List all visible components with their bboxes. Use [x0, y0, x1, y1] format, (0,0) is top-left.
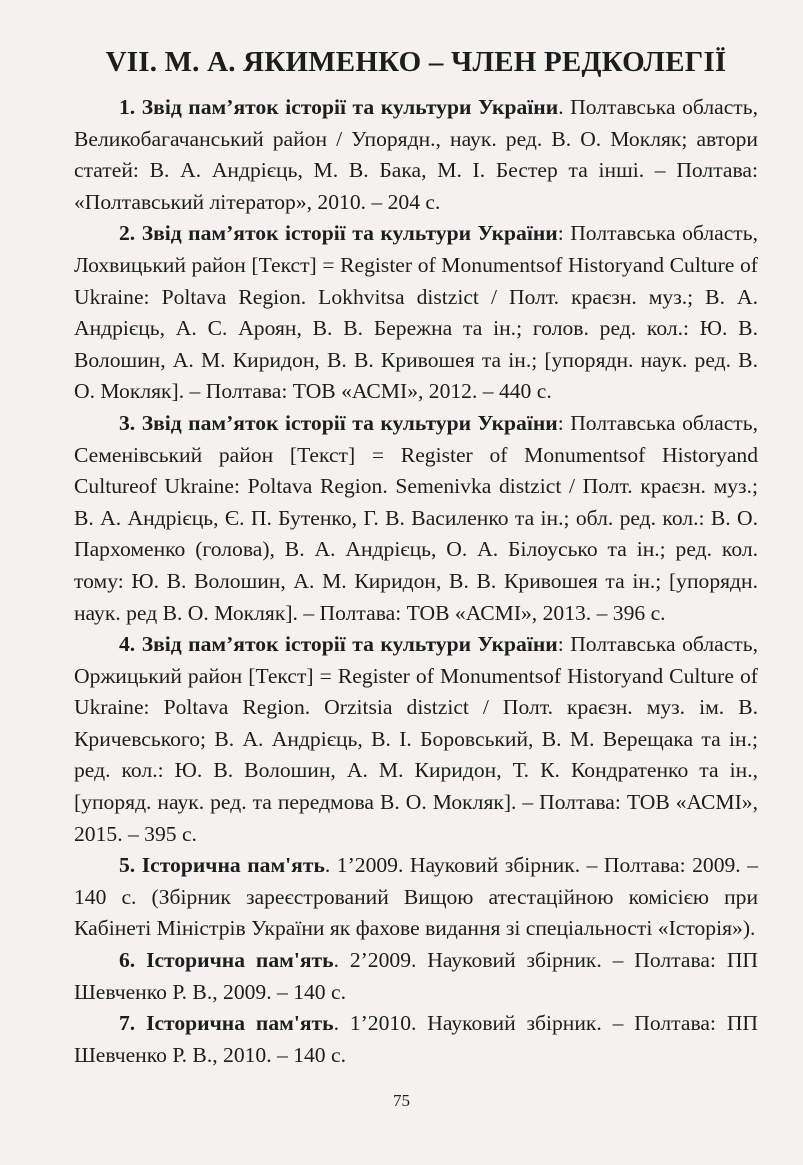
entry-details: : Полтавська область, Лохвицький район [Текст] = Register of Monumentsof Historyand Culture of Ukraine: Poltava Region. Lokhvitsa distzict / Полт. краєзн. муз.; В. А. Андрієць, А. С. Ароян, В. В. Бережна та ін.; голов. ред. кол.: Ю. В. Волошин, А. М. Киридон, В. В. Кривошея та ін.; [упорядн. наук. ред. В. О. Мокляк]. – Полтава: ТОВ «АСМІ», 2012. – 440 с.	[74, 221, 758, 404]
entry-details: . 2’2009. Науковий збірник. – Полтава: ПП Шевченко Р. В., 2009. – 140 с.	[74, 948, 759, 1004]
entry-details: . Полтавська область, Великобагачанський район / Упорядн., наук. ред. В. О. Мокляк; автори статей: В. А. Андрієць, М. В. Бака, М. І. Бестер та інші. – Полтава: «Полтавський літератор», 2010. – 204 с.	[74, 95, 758, 214]
entry-details: . 1’2009. Науковий збірник. – Полтава: 2009. – 140 с. (Збірник зареєстрований Вищою атестаційною комісією при Кабінеті Міністрів України як фахове видання зі спеціальності «Історія»).	[74, 853, 759, 941]
entry-title: Історична пам'ять	[146, 948, 334, 973]
entry-details: . 1’2010. Науковий збірник. – Полтава: ПП Шевченко Р. В., 2010. – 140 с.	[74, 1011, 759, 1067]
entry-number: 3.	[119, 410, 136, 435]
bibliography-entry	[74, 1008, 758, 1071]
entry-title: Звід пам’яток історії та культури України	[141, 410, 558, 435]
entry-number: 6.	[119, 948, 136, 973]
bibliography-entry	[74, 850, 758, 945]
entry-number: 7.	[119, 1011, 136, 1036]
section-heading: VII. М. А. ЯКИМЕНКО – ЧЛЕН РЕДКОЛЕГІЇ	[105, 46, 727, 78]
entry-title: Звід пам’яток історії та культури України	[141, 95, 559, 119]
page-number: 75	[393, 1091, 410, 1110]
bibliography-entry	[74, 92, 758, 218]
entry-number: 5.	[119, 853, 136, 878]
entry-title: Звід пам’яток історії та культури України	[141, 632, 558, 657]
bibliography-entry	[74, 408, 758, 629]
entry-title: Історична пам'ять	[141, 853, 325, 878]
entry-details: : Полтавська область, Семенівський район [Текст] = Register of Monumentsof Historyand Cultureof Ukraine: Poltava Region. Semenivka distzict / Полт. краєзн. муз.; В. А. Андрієць, Є. П. Бутенко, Г. В. Василенко та ін.; обл. ред. кол.: В. О. Пархоменко (голова), В. А. Андрієць, О. А. Білоусько та ін.; ред. кол. тому: Ю. В. Волошин, А. М. Киридон, В. В. Кривошея та ін.; [упорядн. наук. ред В. О. Мокляк]. – Полтава: ТОВ «АСМІ», 2013. – 396 с.	[74, 410, 758, 625]
entry-title: Звід пам’яток історії та культури України	[141, 221, 558, 246]
entry-number: 2.	[119, 221, 136, 246]
page-content	[74, 44, 758, 1071]
entry-number: 4.	[119, 632, 136, 657]
entry-title: Історична пам'ять	[146, 1011, 334, 1036]
entry-details: : Полтавська область, Оржицький район [Текст] = Register of Monumentsof Historyand Culture of Ukraine: Poltava Region. Orzitsia distzict / Полт. краєзн. муз. ім. В. Кричевського; В. А. Андрієць, В. І. Боровський, В. М. Верещака та ін.; ред. кол.: Ю. В. Волошин, А. М. Киридон, Т. К. Кондратенко та ін., [упоряд. наук. ред. та передмова В. О. Мокляк]. – Полтава: ТОВ «АСМІ», 2015. – 395 с.	[74, 632, 758, 846]
bibliography-entry	[74, 629, 758, 850]
bibliography-entry	[74, 945, 758, 1008]
entry-number: 1.	[119, 95, 136, 119]
bibliography-entry	[74, 218, 758, 408]
